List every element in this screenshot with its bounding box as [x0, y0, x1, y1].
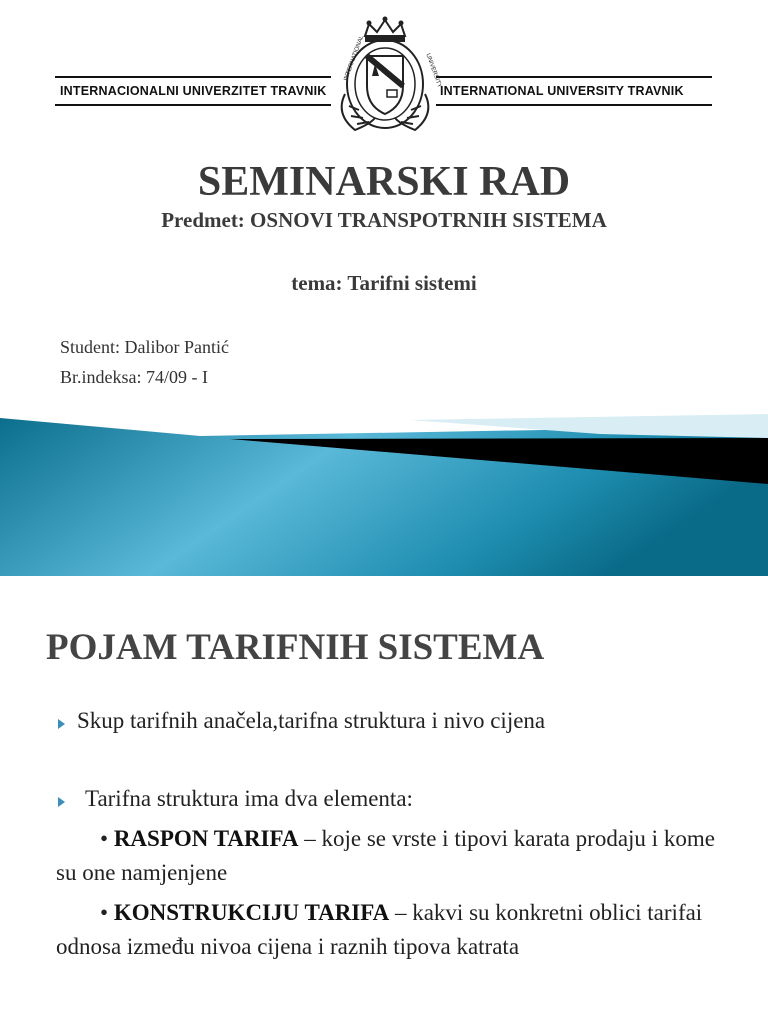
- slide-title: POJAM TARIFNIH SISTEMA: [46, 627, 545, 668]
- subject-line: Predmet: OSNOVI TRANSPOTRNIH SISTEMA: [161, 208, 607, 232]
- bullet-item-2: Tarifna struktura ima dva elementa:: [85, 786, 413, 811]
- header-rule-bottom-left: [55, 104, 331, 106]
- student-index: Br.indeksa: 74/09 - I: [60, 367, 208, 387]
- crest-ring-text-left: INTERNATIONAL: [343, 34, 366, 82]
- sub-item-raspon-tarifa: [56, 822, 736, 890]
- term-konstrukcija-tarifa: KONSTRUKCIJU TARIFA: [113, 900, 390, 925]
- university-name-local: INTERNACIONALNI UNIVERZITET TRAVNIK: [60, 84, 327, 98]
- university-name-english: INTERNATIONAL UNIVERSITY TRAVNIK: [440, 84, 684, 98]
- header-rule-bottom-right: [436, 104, 712, 106]
- sub-item-konstrukcija-tarifa: [56, 896, 736, 964]
- student-name: Student: Dalibor Pantić: [60, 337, 229, 357]
- term-konstrukcija-tarifa-description: – kakvi su konkretni oblici tarifai odnosa između nivoa cijena i raznih tipova katrata: [56, 900, 703, 959]
- header-rule-top-left: [55, 76, 331, 78]
- decorative-wave-band: [0, 410, 768, 576]
- slide-title: SEMINARSKI RAD: [197, 159, 571, 205]
- header-rule-top-right: [436, 76, 712, 78]
- sub-item-bullet-mark: •: [100, 826, 109, 851]
- crest-ring-text-right: UNIVERSITY: [424, 52, 443, 89]
- content-slide: [0, 576, 768, 1024]
- topic-line: tema: Tarifni sistemi: [291, 271, 477, 295]
- sub-item-bullet-mark: •: [100, 900, 109, 925]
- bullet-arrow-icon: [58, 719, 65, 729]
- term-raspon-tarifa-description: – koje se vrste i tipovi karata prodaju i kome su one namjenjene: [56, 826, 715, 885]
- bullet-arrow-icon: [58, 797, 65, 807]
- term-raspon-tarifa: RASPON TARIFA: [113, 826, 299, 851]
- university-crest-logo: [325, 14, 445, 134]
- bullet-item-1: Skup tarifnih anačela,tarifna struktura i nivo cijena: [77, 708, 546, 733]
